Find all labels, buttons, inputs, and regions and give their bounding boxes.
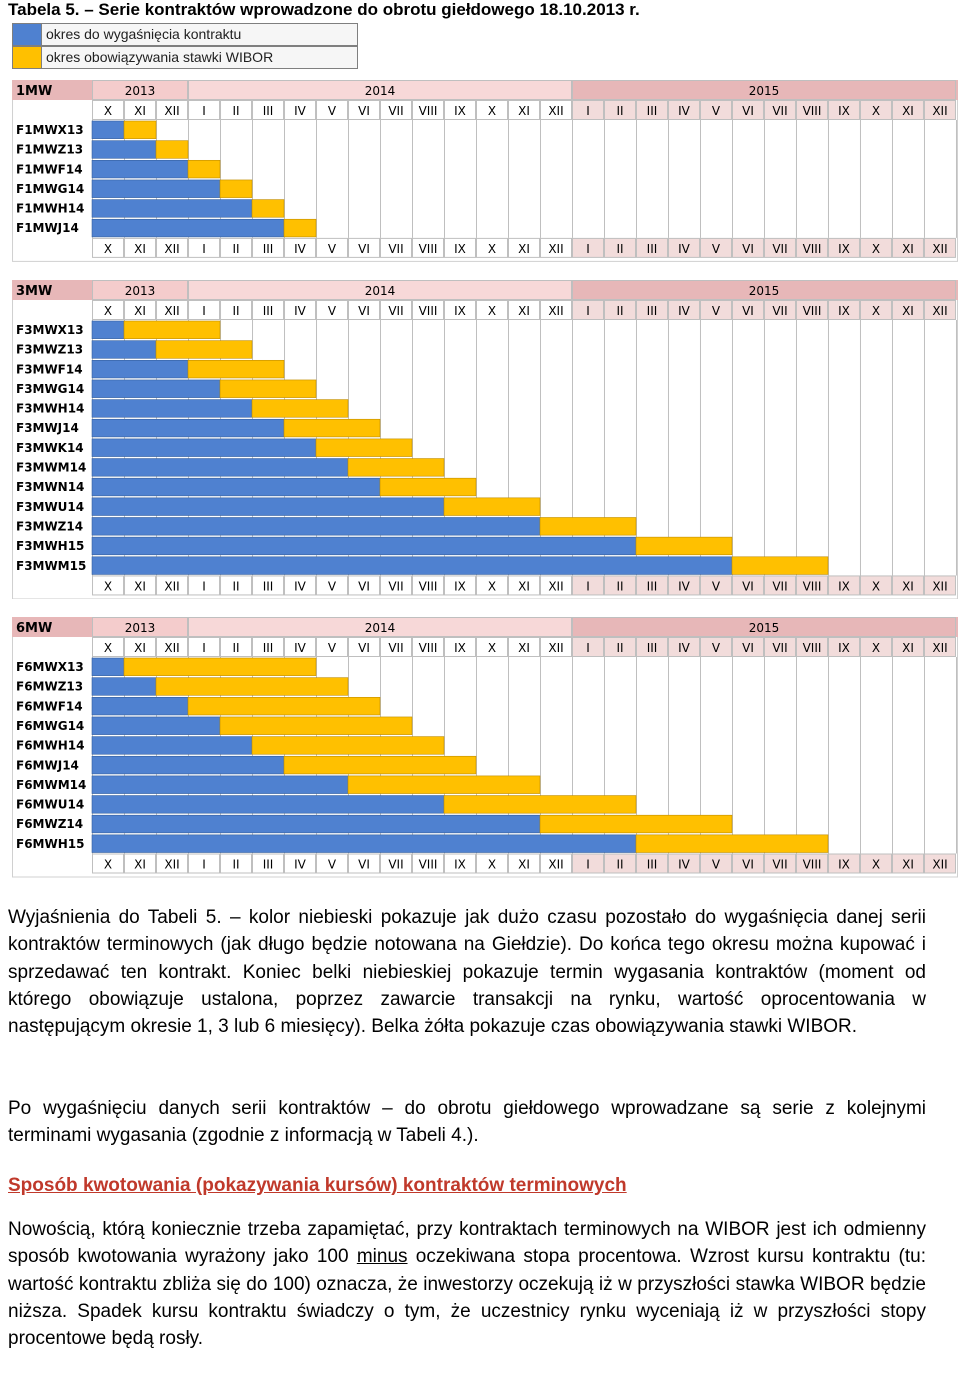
bottom-month-label: XII bbox=[164, 241, 180, 256]
top-month-label: XI bbox=[134, 103, 146, 118]
top-month-label: XI bbox=[902, 303, 914, 318]
bottom-month-label: III bbox=[262, 857, 274, 872]
bottom-month-label: II bbox=[232, 857, 240, 872]
series-label: F1MWF14 bbox=[16, 162, 83, 177]
bottom-month-label: I bbox=[202, 857, 206, 872]
gantt-svg bbox=[12, 80, 958, 262]
top-month-label: V bbox=[327, 641, 337, 655]
bottom-month-label: II bbox=[616, 857, 624, 872]
top-month-label: VII bbox=[772, 103, 788, 118]
bottom-month-label: IV bbox=[678, 857, 690, 872]
series-label: F6MWG14 bbox=[16, 718, 85, 733]
bottom-month-label: IX bbox=[838, 241, 850, 256]
top-month-label: II bbox=[616, 641, 624, 655]
bar-expiry bbox=[92, 498, 444, 516]
bottom-month-label: XII bbox=[932, 579, 948, 594]
bottom-month-label: I bbox=[586, 857, 590, 872]
bottom-month-label: X bbox=[103, 241, 113, 256]
bottom-month-label: III bbox=[646, 241, 658, 256]
bar-wibor bbox=[220, 180, 252, 198]
after-expiry-paragraph bbox=[8, 1095, 926, 1150]
top-month-label: I bbox=[202, 103, 206, 118]
bottom-month-label: VIII bbox=[802, 857, 822, 872]
top-month-label: II bbox=[232, 103, 240, 118]
top-month-label: XII bbox=[164, 103, 180, 118]
table-title: Tabela 5. – Serie kontraktów wprowadzone do obrotu giełdowego 18.10.2013 r. bbox=[8, 0, 640, 19]
bar-expiry bbox=[92, 121, 124, 139]
top-month-label: IV bbox=[294, 103, 306, 118]
bar-wibor bbox=[380, 478, 476, 496]
top-month-label: X bbox=[487, 303, 497, 318]
top-month-label: XII bbox=[932, 641, 948, 655]
bottom-month-label: VIII bbox=[802, 579, 822, 594]
bottom-month-label: III bbox=[262, 579, 274, 594]
top-month-label: III bbox=[646, 303, 658, 318]
bottom-month-label: XII bbox=[932, 857, 948, 872]
year-label: 2013 bbox=[124, 83, 156, 98]
bottom-month-label: II bbox=[616, 579, 624, 594]
bar-wibor bbox=[124, 321, 220, 339]
bottom-month-label: XI bbox=[134, 857, 146, 872]
top-month-label: V bbox=[327, 303, 337, 318]
bottom-month-label: VI bbox=[742, 241, 754, 256]
after-expiry-text: Po wygaśnięciu danych serii kontraktów – do obrotu giełdowego wprowadzane są serie z kolejnymi terminami wygasania (zgodnie z informacją w Tabeli 4.). bbox=[8, 1098, 926, 1147]
series-label: F6MWH14 bbox=[16, 738, 85, 753]
top-month-label: VI bbox=[358, 103, 370, 118]
bar-wibor bbox=[220, 717, 412, 735]
top-month-label: VII bbox=[388, 103, 404, 118]
bottom-month-label: V bbox=[327, 241, 337, 256]
bottom-month-label: XII bbox=[548, 579, 564, 594]
top-month-label: III bbox=[262, 641, 274, 655]
bar-expiry bbox=[92, 160, 188, 178]
year-label: 2014 bbox=[364, 283, 396, 298]
quote-text-after: oczekiwana stopa procentowa. Wzrost kursu kontraktu (tu: wartość kontraktu zbliża się do 100) oznacza, że inwestorzy oczekują iż w przyszłości stawka WIBOR będzie niższa. Spadek kursu kontraktu świadczy o tym, że uczestnicy rynku wyceniają iż w przyszłości stopy procentowe będą rosły. bbox=[8, 1246, 927, 1350]
top-month-label: X bbox=[871, 303, 881, 318]
bottom-month-label: V bbox=[327, 857, 337, 872]
bottom-month-label: XII bbox=[932, 241, 948, 256]
year-label: 2015 bbox=[748, 283, 780, 298]
bar-expiry bbox=[92, 776, 348, 794]
gantt-svg bbox=[12, 280, 958, 599]
bottom-month-label: V bbox=[711, 241, 721, 256]
bottom-month-label: XI bbox=[902, 241, 914, 256]
bottom-month-label: IX bbox=[454, 579, 466, 594]
bottom-month-label: X bbox=[487, 241, 497, 256]
bottom-month-label: XI bbox=[518, 241, 530, 256]
series-label: F3MWF14 bbox=[16, 362, 83, 377]
top-month-label: V bbox=[711, 641, 721, 655]
year-label: 2014 bbox=[364, 83, 396, 98]
bar-expiry bbox=[92, 341, 156, 359]
top-month-label: I bbox=[586, 303, 590, 318]
top-month-label: IX bbox=[838, 303, 850, 318]
top-month-label: VII bbox=[388, 641, 404, 655]
bar-expiry bbox=[92, 517, 540, 535]
bar-expiry bbox=[92, 717, 220, 735]
bar-expiry bbox=[92, 815, 540, 833]
bottom-month-label: VIII bbox=[418, 241, 438, 256]
bottom-month-label: X bbox=[103, 857, 113, 872]
bottom-month-label: II bbox=[232, 241, 240, 256]
bar-expiry bbox=[92, 400, 252, 418]
bottom-month-label: I bbox=[586, 241, 590, 256]
top-month-label: IV bbox=[294, 303, 306, 318]
bottom-month-label: VII bbox=[772, 857, 788, 872]
bottom-month-label: X bbox=[487, 857, 497, 872]
bar-wibor bbox=[188, 160, 220, 178]
top-month-label: X bbox=[103, 303, 113, 318]
series-label: F3MWG14 bbox=[16, 381, 85, 396]
bar-wibor bbox=[188, 360, 284, 378]
bar-expiry bbox=[92, 321, 124, 339]
bottom-month-label: VII bbox=[772, 241, 788, 256]
bar-expiry bbox=[92, 557, 732, 575]
bottom-month-label: VIII bbox=[418, 857, 438, 872]
top-month-label: III bbox=[262, 303, 274, 318]
quotation-paragraph bbox=[8, 1216, 926, 1352]
top-month-label: VIII bbox=[802, 641, 822, 655]
series-label: F3MWJ14 bbox=[16, 421, 79, 436]
top-month-label: VII bbox=[772, 303, 788, 318]
bar-wibor bbox=[348, 459, 444, 477]
top-month-label: I bbox=[202, 303, 206, 318]
bottom-month-label: VI bbox=[358, 241, 370, 256]
bottom-month-label: V bbox=[711, 579, 721, 594]
year-label: 2013 bbox=[124, 621, 156, 635]
gantt-chart-3mw bbox=[12, 280, 958, 599]
bar-wibor bbox=[252, 200, 284, 218]
bottom-month-label: VI bbox=[358, 857, 370, 872]
bottom-month-label: VII bbox=[388, 857, 404, 872]
bar-expiry bbox=[92, 697, 188, 715]
bar-wibor bbox=[284, 419, 380, 437]
top-month-label: VIII bbox=[802, 303, 822, 318]
bottom-month-label: IV bbox=[294, 857, 306, 872]
top-month-label: II bbox=[232, 303, 240, 318]
top-month-label: XI bbox=[518, 303, 530, 318]
top-month-label: IV bbox=[294, 641, 306, 655]
quote-minus-word: minus bbox=[356, 1246, 408, 1268]
top-month-label: XII bbox=[164, 641, 180, 655]
year-label: 2013 bbox=[124, 283, 156, 298]
bottom-month-label: VII bbox=[388, 579, 404, 594]
top-month-label: VI bbox=[358, 641, 370, 655]
top-month-label: III bbox=[646, 641, 658, 655]
top-month-label: XII bbox=[164, 303, 180, 318]
top-month-label: X bbox=[487, 641, 497, 655]
top-month-label: VI bbox=[742, 641, 754, 655]
bar-expiry bbox=[92, 380, 220, 398]
bar-expiry bbox=[92, 439, 316, 457]
series-label: F3MWM14 bbox=[16, 460, 87, 475]
bottom-month-label: I bbox=[202, 579, 206, 594]
top-month-label: III bbox=[646, 103, 658, 118]
explanation-paragraph bbox=[8, 904, 926, 1040]
top-month-label: XII bbox=[932, 103, 948, 118]
series-label: F3MWH15 bbox=[16, 539, 85, 554]
top-month-label: XI bbox=[902, 641, 914, 655]
bottom-month-label: XI bbox=[134, 241, 146, 256]
bottom-month-label: VIII bbox=[418, 579, 438, 594]
top-month-label: VIII bbox=[802, 103, 822, 118]
bottom-month-label: II bbox=[232, 579, 240, 594]
top-month-label: IX bbox=[454, 641, 466, 655]
bar-expiry bbox=[92, 141, 156, 159]
bottom-month-label: X bbox=[103, 579, 113, 594]
series-label: F3MWZ13 bbox=[16, 342, 84, 357]
top-month-label: I bbox=[586, 641, 590, 655]
top-month-label: VI bbox=[742, 303, 754, 318]
bottom-month-label: VII bbox=[388, 241, 404, 256]
top-month-label: I bbox=[202, 641, 206, 655]
bar-wibor bbox=[316, 439, 412, 457]
gantt-chart-6mw bbox=[12, 617, 958, 878]
bar-wibor bbox=[540, 517, 636, 535]
top-month-label: XI bbox=[518, 103, 530, 118]
series-label: F6MWX13 bbox=[16, 660, 84, 674]
bar-expiry bbox=[92, 537, 636, 555]
bottom-month-label: II bbox=[616, 241, 624, 256]
bar-wibor bbox=[444, 796, 636, 814]
bar-wibor bbox=[732, 557, 828, 575]
chart-type-label: 1MW bbox=[16, 83, 53, 99]
top-month-label: IX bbox=[454, 303, 466, 318]
bottom-month-label: XI bbox=[518, 857, 530, 872]
top-month-label: X bbox=[871, 103, 881, 118]
legend-swatch-yellow bbox=[12, 46, 42, 69]
bar-wibor bbox=[188, 697, 380, 715]
bottom-month-label: I bbox=[202, 241, 206, 256]
top-month-label: VII bbox=[772, 641, 788, 655]
series-label: F1MWX13 bbox=[16, 122, 84, 137]
top-month-label: VI bbox=[358, 303, 370, 318]
series-label: F3MWM15 bbox=[16, 558, 87, 573]
bar-wibor bbox=[444, 498, 540, 516]
legend-item-wibor bbox=[12, 46, 358, 69]
top-month-label: XII bbox=[548, 303, 564, 318]
bottom-month-label: X bbox=[871, 857, 881, 872]
top-month-label: VIII bbox=[418, 103, 438, 118]
bottom-month-label: XII bbox=[548, 241, 564, 256]
series-label: F1MWZ13 bbox=[16, 142, 84, 157]
series-label: F3MWX13 bbox=[16, 322, 84, 337]
bottom-month-label: IX bbox=[838, 579, 850, 594]
series-label: F6MWH15 bbox=[16, 836, 85, 851]
bar-wibor bbox=[124, 658, 316, 676]
bar-wibor bbox=[220, 380, 316, 398]
bottom-month-label: IX bbox=[454, 857, 466, 872]
top-month-label: IV bbox=[678, 103, 690, 118]
legend-swatch-blue bbox=[12, 23, 42, 46]
bottom-month-label: XI bbox=[902, 579, 914, 594]
top-month-label: IV bbox=[678, 641, 690, 655]
series-label: F6MWZ13 bbox=[16, 679, 84, 694]
series-label: F6MWJ14 bbox=[16, 758, 79, 773]
series-label: F6MWZ14 bbox=[16, 817, 84, 832]
year-label: 2015 bbox=[748, 83, 780, 98]
bottom-month-label: IV bbox=[294, 579, 306, 594]
top-month-label: IX bbox=[838, 641, 850, 655]
bottom-month-label: V bbox=[327, 579, 337, 594]
legend-label-expiry: okres do wygaśnięcia kontraktu bbox=[42, 23, 358, 46]
bar-expiry bbox=[92, 360, 188, 378]
bar-expiry bbox=[92, 200, 252, 218]
top-month-label: XI bbox=[134, 303, 146, 318]
bottom-month-label: IX bbox=[454, 241, 466, 256]
bottom-month-label: VI bbox=[742, 857, 754, 872]
top-month-label: III bbox=[262, 103, 274, 118]
top-month-label: XII bbox=[548, 103, 564, 118]
top-month-label: V bbox=[711, 303, 721, 318]
top-month-label: XII bbox=[932, 303, 948, 318]
year-label: 2015 bbox=[748, 621, 780, 635]
series-label: F1MWH14 bbox=[16, 201, 85, 216]
gantt-chart-1mw bbox=[12, 80, 958, 262]
bar-expiry bbox=[92, 796, 444, 814]
explanation-text: Wyjaśnienia do Tabeli 5. – kolor niebieski pokazuje jak dużo czasu pozostało do wygaśnięcia danej serii kontraktów terminowych (jak długo będzie notowana na Giełdzie). Do końca tego okresu można kupować i sprzedawać ten kontrakt. Koniec belki niebieskiej pokazuje termin wygasania kontraktów (moment od którego obowiązuje ustalona, poprzez zawarcie transakcji na rynku, wartość oprocentowania w następującym okresie 1, 3 lub 6 miesięcy). Belka żółta pokazuje czas obowiązywania stawki WIBOR. bbox=[8, 907, 926, 1038]
top-month-label: VI bbox=[742, 103, 754, 118]
bar-expiry bbox=[92, 756, 284, 774]
bar-expiry bbox=[92, 180, 220, 198]
bar-wibor bbox=[156, 678, 348, 696]
top-month-label: XI bbox=[902, 103, 914, 118]
series-label: F3MWZ14 bbox=[16, 519, 84, 534]
chart-type-label: 3MW bbox=[16, 283, 53, 299]
series-label: F6MWF14 bbox=[16, 699, 83, 714]
top-month-label: IX bbox=[838, 103, 850, 118]
bar-expiry bbox=[92, 219, 284, 237]
top-month-label: II bbox=[616, 303, 624, 318]
top-month-label: XII bbox=[548, 641, 564, 655]
top-month-label: V bbox=[711, 103, 721, 118]
bar-wibor bbox=[636, 537, 732, 555]
bottom-month-label: IV bbox=[678, 241, 690, 256]
bar-expiry bbox=[92, 678, 156, 696]
series-label: F1MWG14 bbox=[16, 181, 85, 196]
chart-type-label: 6MW bbox=[16, 621, 53, 636]
series-label: F3MWN14 bbox=[16, 480, 85, 495]
bar-expiry bbox=[92, 419, 284, 437]
top-month-label: VIII bbox=[418, 641, 438, 655]
gantt-svg bbox=[12, 617, 958, 878]
bottom-month-label: IV bbox=[294, 241, 306, 256]
top-month-label: X bbox=[487, 103, 497, 118]
bottom-month-label: IX bbox=[838, 857, 850, 872]
top-month-label: I bbox=[586, 103, 590, 118]
bottom-month-label: XII bbox=[164, 579, 180, 594]
bar-wibor bbox=[348, 776, 540, 794]
series-label: F3MWK14 bbox=[16, 440, 84, 455]
bottom-month-label: VIII bbox=[802, 241, 822, 256]
bottom-month-label: VII bbox=[772, 579, 788, 594]
bottom-month-label: V bbox=[711, 857, 721, 872]
bottom-month-label: XI bbox=[902, 857, 914, 872]
top-month-label: IX bbox=[454, 103, 466, 118]
top-month-label: II bbox=[232, 641, 240, 655]
bar-wibor bbox=[124, 121, 156, 139]
bottom-month-label: XII bbox=[548, 857, 564, 872]
bottom-month-label: III bbox=[262, 241, 274, 256]
bar-wibor bbox=[636, 835, 828, 853]
top-month-label: VIII bbox=[418, 303, 438, 318]
bar-wibor bbox=[156, 341, 252, 359]
series-label: F3MWH14 bbox=[16, 401, 85, 416]
bar-expiry bbox=[92, 459, 348, 477]
bar-expiry bbox=[92, 478, 380, 496]
top-month-label: II bbox=[616, 103, 624, 118]
bottom-month-label: X bbox=[871, 241, 881, 256]
top-month-label: X bbox=[871, 641, 881, 655]
legend-label-wibor: okres obowiązywania stawki WIBOR bbox=[42, 46, 358, 69]
bar-wibor bbox=[252, 400, 348, 418]
bar-expiry bbox=[92, 737, 252, 755]
bottom-month-label: XII bbox=[164, 857, 180, 872]
bar-expiry bbox=[92, 658, 124, 676]
bottom-month-label: XI bbox=[134, 579, 146, 594]
bottom-month-label: X bbox=[487, 579, 497, 594]
series-label: F6MWU14 bbox=[16, 797, 85, 812]
year-label: 2014 bbox=[364, 621, 396, 635]
bar-wibor bbox=[156, 141, 188, 159]
legend-item-expiry bbox=[12, 23, 358, 46]
top-month-label: IV bbox=[678, 303, 690, 318]
bar-wibor bbox=[252, 737, 444, 755]
series-label: F3MWU14 bbox=[16, 499, 85, 514]
bar-wibor bbox=[540, 815, 732, 833]
top-month-label: XI bbox=[518, 641, 530, 655]
bottom-month-label: VI bbox=[742, 579, 754, 594]
series-label: F1MWJ14 bbox=[16, 221, 79, 236]
bottom-month-label: III bbox=[646, 579, 658, 594]
bottom-month-label: I bbox=[586, 579, 590, 594]
bar-wibor bbox=[284, 219, 316, 237]
quote-text-before: Nowością, którą koniecznie trzeba zapamiętać, przy kontraktach terminowych na WIBOR jest ich odmienny sposób kwotowania wyrażony jako 100 bbox=[8, 1219, 926, 1268]
bar-wibor bbox=[284, 756, 476, 774]
top-month-label: X bbox=[103, 103, 113, 118]
legend bbox=[12, 23, 358, 69]
bottom-month-label: XI bbox=[518, 579, 530, 594]
bottom-month-label: III bbox=[646, 857, 658, 872]
bottom-month-label: X bbox=[871, 579, 881, 594]
series-label: F6MWM14 bbox=[16, 777, 87, 792]
section-heading: Sposób kwotowania (pokazywania kursów) kontraktów terminowych bbox=[8, 1175, 627, 1196]
top-month-label: V bbox=[327, 103, 337, 118]
bottom-month-label: IV bbox=[678, 579, 690, 594]
top-month-label: X bbox=[103, 641, 113, 655]
top-month-label: XI bbox=[134, 641, 146, 655]
bottom-month-label: VI bbox=[358, 579, 370, 594]
bar-expiry bbox=[92, 835, 636, 853]
top-month-label: VII bbox=[388, 303, 404, 318]
